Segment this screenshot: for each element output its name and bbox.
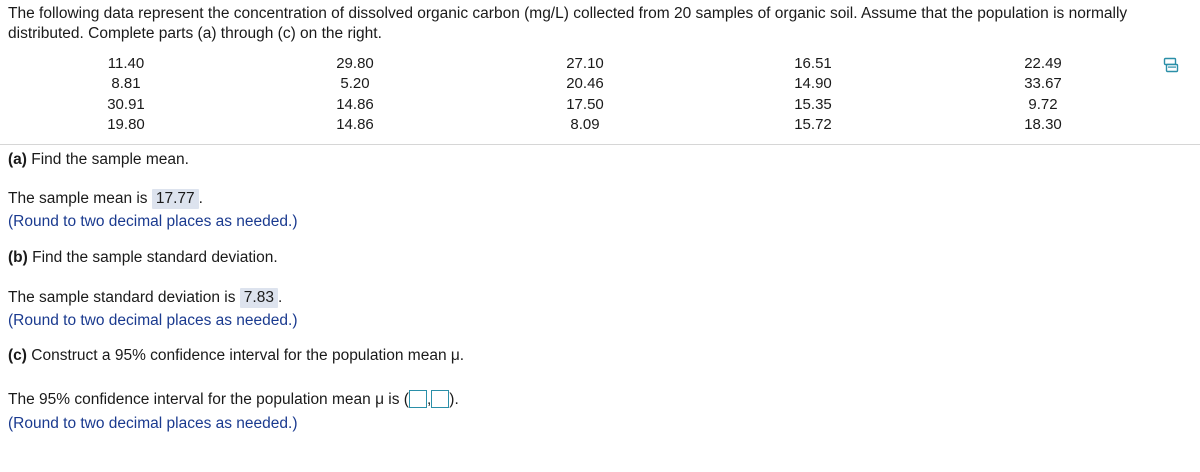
part-a-answer-prefix: The sample mean is <box>8 190 152 207</box>
data-column <box>86 54 166 135</box>
data-cell: 8.09 <box>570 115 600 133</box>
data-cell: 14.90 <box>794 75 832 93</box>
sample-mean-answer[interactable]: 17.77 <box>152 189 199 209</box>
part-b-answer <box>8 288 282 308</box>
data-cell: 15.72 <box>794 115 832 133</box>
part-b-answer-prefix: The sample standard deviation is <box>8 289 240 306</box>
data-cell: 19.80 <box>107 115 145 133</box>
data-cell: 15.35 <box>794 95 832 113</box>
part-c-question <box>8 346 464 366</box>
data-cell: 20.46 <box>566 75 604 93</box>
ci-upper-input[interactable] <box>431 390 449 408</box>
part-b-answer-suffix: . <box>277 289 283 306</box>
part-c-hint: (Round to two decimal places as needed.) <box>8 415 298 432</box>
ci-separator: , <box>426 391 432 408</box>
part-c-question-text: Construct a 95% confidence interval for the population mean μ. <box>26 347 465 364</box>
data-cell: 22.49 <box>1024 55 1062 72</box>
part-a-question <box>8 150 189 170</box>
data-cell: 14.86 <box>336 95 374 113</box>
part-a-answer <box>8 189 203 209</box>
part-c-answer <box>8 390 459 410</box>
data-cell: 5.20 <box>340 75 370 93</box>
copy-data-icon[interactable] <box>1163 57 1179 73</box>
part-b-label: (b) <box>8 249 28 266</box>
data-table <box>0 54 1200 134</box>
data-cell: 27.10 <box>566 55 604 72</box>
ci-lower-input[interactable] <box>409 390 427 408</box>
data-cell: 29.80 <box>336 55 374 72</box>
data-column <box>545 54 625 135</box>
part-c-answer-suffix: ). <box>449 391 459 408</box>
data-cell: 30.91 <box>107 95 145 113</box>
part-a-hint: (Round to two decimal places as needed.) <box>8 213 298 230</box>
data-cell: 8.81 <box>111 75 141 93</box>
data-cell: 33.67 <box>1024 75 1062 93</box>
part-a-question-text: Find the sample mean. <box>26 151 189 168</box>
data-cell: 17.50 <box>566 95 604 113</box>
part-b-question-text: Find the sample standard deviation. <box>27 249 278 266</box>
data-cell: 16.51 <box>794 55 832 72</box>
data-column <box>1003 54 1083 135</box>
part-c-label: (c) <box>8 347 27 364</box>
part-a-label: (a) <box>8 151 27 168</box>
data-cell: 11.40 <box>107 55 145 72</box>
sample-std-dev-answer[interactable]: 7.83 <box>240 288 278 308</box>
problem-statement: The following data represent the concentration of dissolved organic carbon (mg/L) collected from 20 samples of organic soil. Assume that the population is normally distributed. Complete parts (a) through (c) on the right. <box>8 5 1128 42</box>
divider <box>0 144 1200 145</box>
part-b-question <box>8 248 278 268</box>
part-a-answer-suffix: . <box>198 190 203 207</box>
data-cell: 14.86 <box>336 115 374 133</box>
data-column <box>773 54 853 135</box>
data-cell: 9.72 <box>1028 95 1058 113</box>
part-c-answer-prefix: The 95% confidence interval for the population mean μ is ( <box>8 391 409 408</box>
data-cell: 18.30 <box>1024 115 1062 133</box>
part-b-hint: (Round to two decimal places as needed.) <box>8 312 298 329</box>
data-column <box>315 54 395 135</box>
